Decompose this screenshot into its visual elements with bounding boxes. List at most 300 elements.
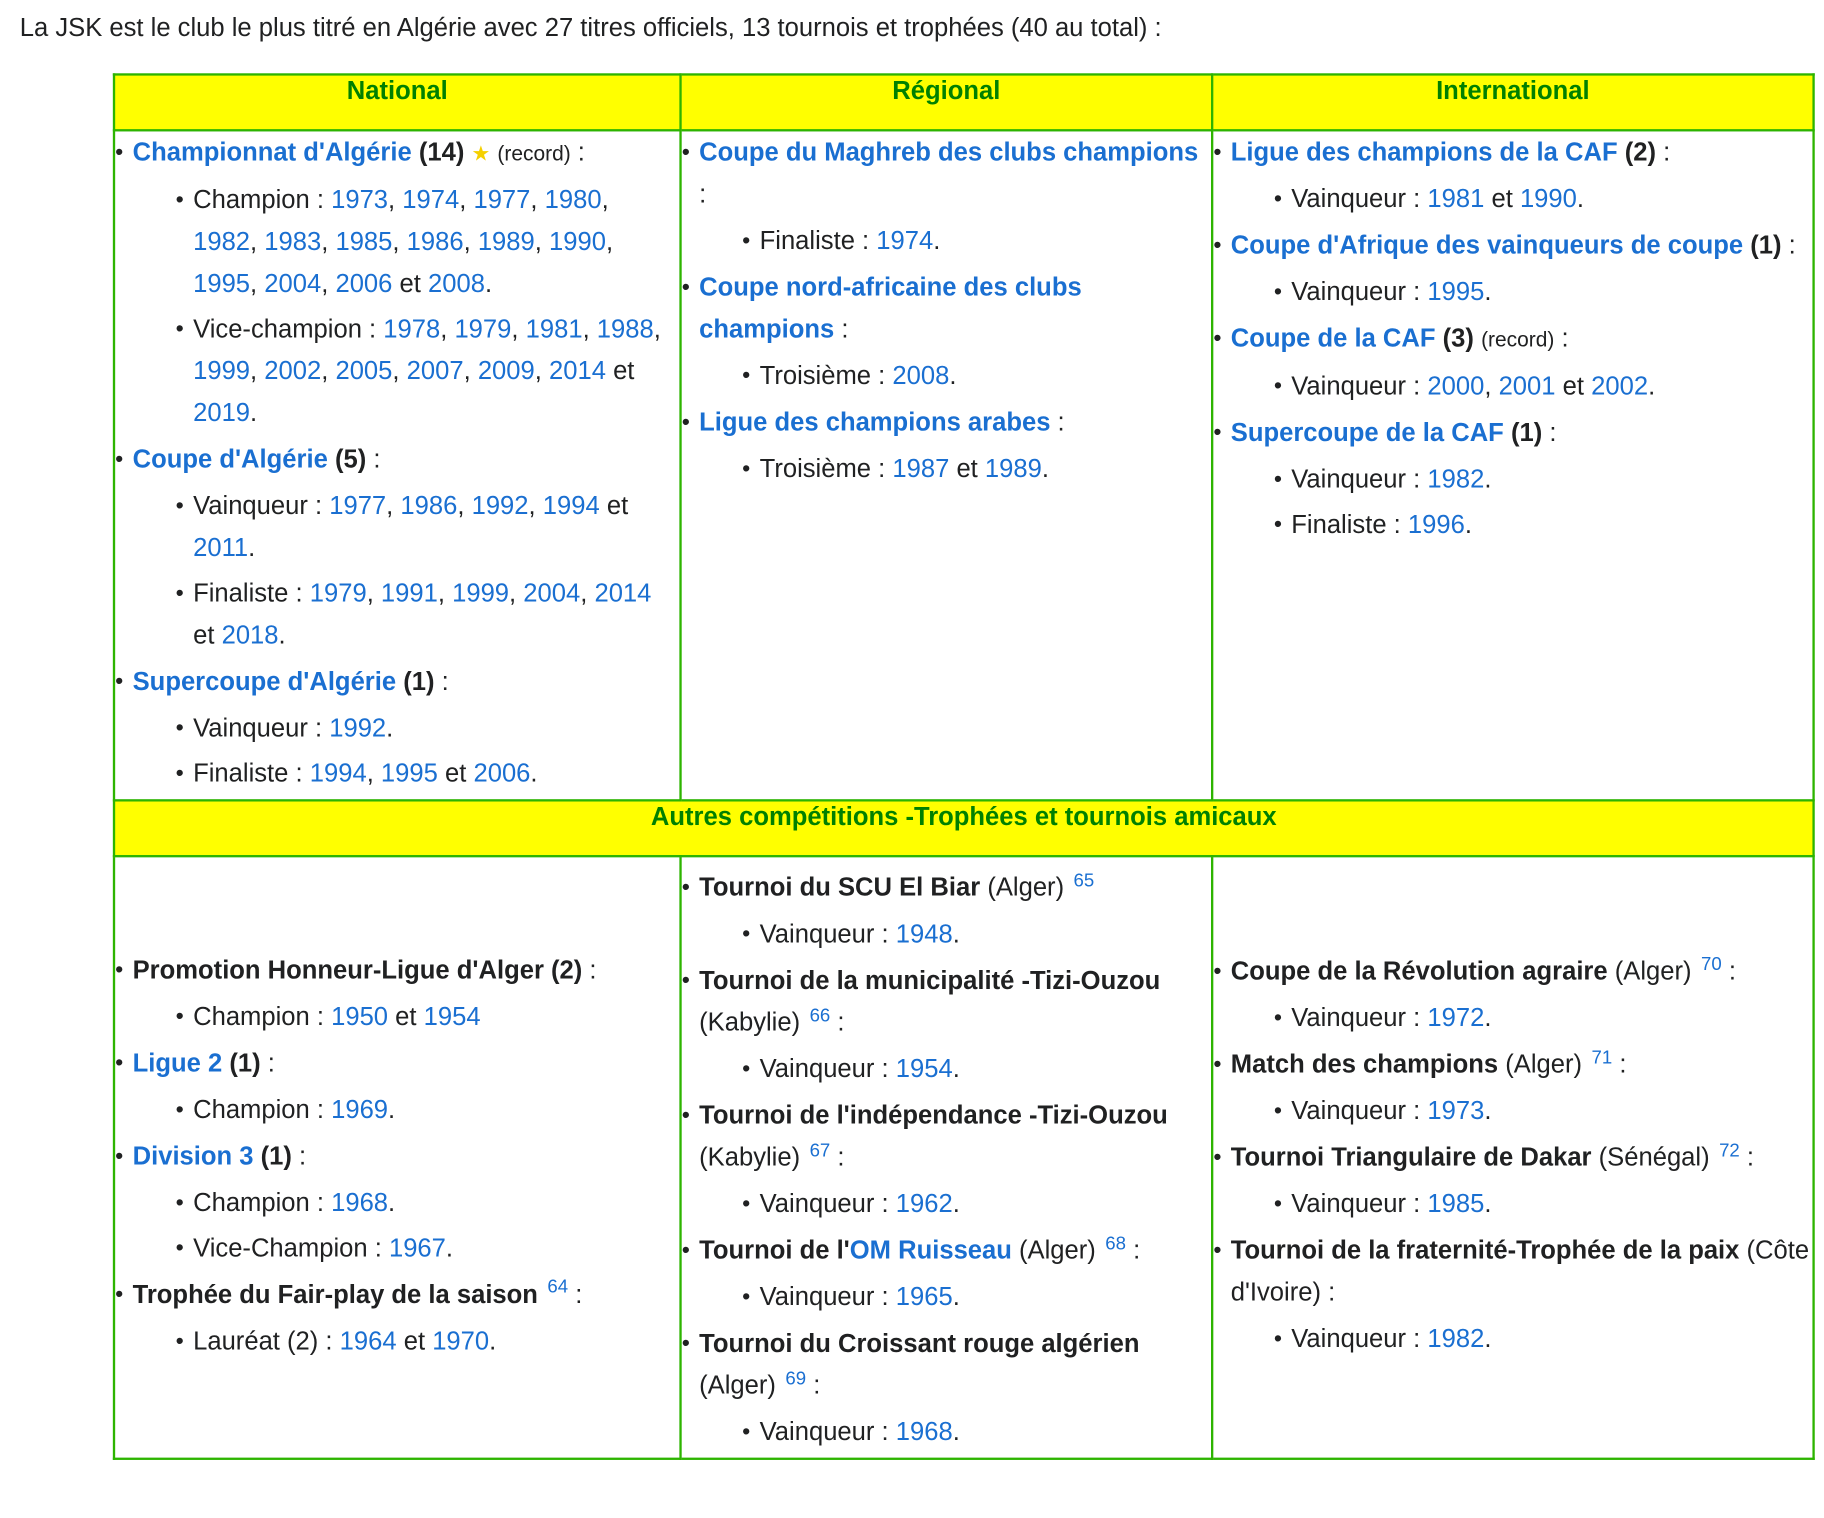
and-word: et bbox=[444, 758, 467, 788]
list-regional bbox=[682, 131, 1211, 489]
result-label: Finaliste bbox=[193, 578, 289, 608]
year-link[interactable]: 1996 bbox=[1407, 509, 1465, 539]
autres-header-row bbox=[114, 800, 1814, 856]
result-list bbox=[133, 179, 680, 434]
result-row: • Vainqueur : 1968. bbox=[742, 1411, 1211, 1453]
competition-item bbox=[1213, 1043, 1812, 1131]
year-link[interactable]: 1973 bbox=[1427, 1095, 1485, 1125]
competition-link: Tournoi du Croissant rouge algérien bbox=[699, 1328, 1140, 1358]
cell-regional bbox=[681, 130, 1213, 800]
header-international: International bbox=[1212, 74, 1813, 130]
result-list bbox=[699, 1276, 1211, 1318]
colon: : bbox=[1554, 323, 1569, 353]
colon: : bbox=[309, 1187, 332, 1217]
year-link[interactable]: 1977 bbox=[473, 184, 531, 215]
competition-item bbox=[115, 439, 679, 657]
result-row: • Vainqueur : 1992. bbox=[176, 707, 680, 749]
year-link[interactable]: 1982 bbox=[1427, 1323, 1485, 1353]
year-link[interactable]: 1995 bbox=[193, 268, 251, 298]
competition-link[interactable]: Championnat d'Algérie bbox=[132, 137, 412, 167]
and-word: et bbox=[956, 453, 978, 483]
and-word: et bbox=[395, 1001, 417, 1031]
reference-link[interactable]: 72 bbox=[1719, 1140, 1740, 1161]
year-link[interactable]: 1992 bbox=[471, 490, 529, 520]
result-row bbox=[176, 995, 680, 1037]
result-list bbox=[133, 995, 680, 1037]
year-link[interactable]: 1948 bbox=[895, 919, 953, 949]
competition-item bbox=[115, 661, 679, 795]
result-label: Vainqueur bbox=[759, 1188, 875, 1218]
competition-link: Match des champions bbox=[1230, 1049, 1499, 1079]
result-label: Vice-Champion bbox=[193, 1232, 368, 1262]
result-row: • Vice-champion : 1978, 1979, 1981, 1988, 1999, 2002, 2005, 2007, 2009, 2014 et 2019. bbox=[176, 308, 680, 434]
result-label: Champion bbox=[193, 1094, 310, 1124]
and-word: et bbox=[613, 355, 635, 386]
colon: : bbox=[288, 758, 310, 788]
result-row: • Vainqueur : 1973. bbox=[1274, 1090, 1813, 1132]
colon: : bbox=[1721, 956, 1736, 986]
year-link[interactable]: 1992 bbox=[329, 713, 387, 743]
year-link[interactable]: 1978 bbox=[383, 314, 441, 344]
competition-item bbox=[682, 867, 1211, 955]
result-label: Vainqueur bbox=[1291, 183, 1407, 213]
year-link[interactable]: 1981 bbox=[525, 314, 583, 344]
result-row: • Vainqueur : 1962. bbox=[742, 1183, 1211, 1225]
colon: : bbox=[874, 919, 896, 949]
competition-item bbox=[682, 401, 1211, 489]
year-link[interactable]: 1999 bbox=[452, 578, 510, 608]
competition-place: (Kabylie) bbox=[699, 1007, 801, 1037]
title-count: (1) bbox=[1750, 230, 1782, 260]
year-link[interactable]: 2002 bbox=[1591, 371, 1649, 401]
competition-place: (Kabylie) bbox=[699, 1142, 801, 1172]
colon: : bbox=[1406, 183, 1428, 213]
year-link[interactable]: 1977 bbox=[329, 490, 387, 520]
result-label: Champion bbox=[193, 1001, 310, 1031]
year-link[interactable]: 2001 bbox=[1498, 371, 1556, 401]
result-list bbox=[1231, 271, 1813, 313]
cell-autres-1 bbox=[114, 856, 681, 1459]
year-link[interactable]: 1974 bbox=[402, 184, 460, 215]
colon: : bbox=[1406, 1323, 1428, 1353]
result-list bbox=[699, 355, 1211, 397]
result-row: • Champion : 1968. bbox=[176, 1181, 680, 1223]
competition-item bbox=[115, 1273, 679, 1361]
year-link[interactable]: 1969 bbox=[331, 1094, 389, 1124]
autres-row bbox=[114, 856, 1814, 1459]
colon: : bbox=[1739, 1142, 1755, 1172]
colon: : bbox=[309, 1094, 332, 1124]
result-label: Vainqueur bbox=[1291, 1095, 1407, 1125]
colon: : bbox=[830, 1142, 845, 1172]
result-list bbox=[1231, 1090, 1813, 1132]
competition-item bbox=[682, 131, 1211, 261]
colon: : bbox=[874, 1416, 896, 1446]
year-link[interactable]: 2007 bbox=[406, 355, 464, 386]
result-label: Vainqueur bbox=[193, 490, 308, 520]
competition-link[interactable]: Ligue des champions de la CAF bbox=[1230, 137, 1618, 167]
competition-place: (Alger) bbox=[1614, 956, 1692, 986]
result-label: Vainqueur bbox=[759, 1053, 875, 1084]
competition-item bbox=[115, 131, 679, 433]
competition-link[interactable]: Coupe de la CAF bbox=[1230, 323, 1436, 353]
colon: : bbox=[854, 225, 877, 255]
competition-link: Tournoi de la municipalité -Tizi-Ouzou bbox=[699, 965, 1161, 995]
year-link[interactable]: 1973 bbox=[331, 184, 389, 215]
year-link[interactable]: 2008 bbox=[428, 268, 485, 298]
competition-place: (Sénégal) bbox=[1598, 1142, 1710, 1172]
result-row: • Finaliste : 1974. bbox=[742, 220, 1211, 262]
colon: : bbox=[307, 490, 330, 520]
colon: : bbox=[307, 713, 330, 743]
result-list bbox=[1231, 178, 1813, 220]
competition-item bbox=[1213, 225, 1812, 313]
competition-place: (Côte d'Ivoire) bbox=[1230, 1235, 1810, 1307]
competition-link[interactable]: Supercoupe de la CAF bbox=[1230, 417, 1504, 447]
result-label: Vainqueur bbox=[1291, 1188, 1407, 1218]
competition-item bbox=[1213, 318, 1812, 408]
competition-link[interactable]: Coupe d'Algérie bbox=[132, 444, 328, 474]
result-label: Finaliste bbox=[193, 758, 289, 788]
colon: : bbox=[1050, 407, 1065, 437]
year-link[interactable]: 1986 bbox=[406, 226, 464, 256]
competition-item bbox=[1213, 1137, 1812, 1225]
year-link[interactable]: 2014 bbox=[549, 355, 606, 386]
year-link[interactable]: 1994 bbox=[542, 490, 600, 520]
title-count: (2) bbox=[1624, 137, 1656, 167]
result-row: • Finaliste : 1994, 1995 et 2006. bbox=[176, 753, 680, 795]
result-row: • Vainqueur : 1965. bbox=[742, 1276, 1211, 1318]
title-count: (1) bbox=[260, 1140, 292, 1170]
colon: : bbox=[1406, 1188, 1428, 1218]
colon: : bbox=[1386, 509, 1408, 539]
result-list bbox=[133, 1320, 680, 1362]
result-row: • Vainqueur : 1972. bbox=[1274, 997, 1813, 1039]
colon: : bbox=[874, 1053, 896, 1084]
year-link[interactable]: 2009 bbox=[477, 355, 535, 386]
colon: : bbox=[1542, 417, 1557, 447]
year-link[interactable]: 1999 bbox=[193, 355, 251, 386]
main-row bbox=[114, 130, 1814, 800]
colon: : bbox=[582, 954, 597, 984]
competition-item bbox=[682, 1230, 1211, 1318]
result-row: • Vainqueur : 1977, 1986, 1992, 1994 et 2011. bbox=[176, 485, 680, 569]
title-count: (2) bbox=[551, 954, 583, 984]
colon: : bbox=[309, 1001, 332, 1031]
competition-place: (Alger) bbox=[1019, 1235, 1096, 1265]
colon: : bbox=[318, 1325, 340, 1355]
colon: : bbox=[366, 444, 381, 474]
colon: : bbox=[830, 1007, 845, 1037]
year-link[interactable]: 1972 bbox=[1427, 1002, 1485, 1032]
result-row: • Finaliste : 1979, 1991, 1999, 2004, 2014 et 2018. bbox=[176, 572, 680, 656]
year-link[interactable]: 2004 bbox=[523, 578, 581, 608]
and-word: et bbox=[193, 620, 215, 650]
result-list bbox=[133, 707, 680, 794]
competition-link: Trophée du Fair-play de la saison bbox=[132, 1279, 538, 1309]
competition-item bbox=[115, 1135, 679, 1269]
result-label: Champion bbox=[193, 1187, 310, 1217]
year-link[interactable]: 1991 bbox=[380, 578, 438, 608]
year-link[interactable]: 2019 bbox=[193, 397, 251, 427]
colon: : bbox=[1781, 230, 1796, 260]
year-link[interactable]: 1994 bbox=[309, 758, 367, 788]
header-regional: Régional bbox=[681, 74, 1213, 130]
year-link[interactable]: 1950 bbox=[331, 1001, 389, 1031]
list-international bbox=[1213, 131, 1812, 545]
year-link[interactable]: 2002 bbox=[264, 355, 322, 386]
result-list bbox=[699, 1183, 1211, 1225]
competition-item bbox=[682, 960, 1211, 1090]
title-count: (3) bbox=[1442, 323, 1474, 353]
list-national bbox=[115, 131, 679, 794]
year-link[interactable]: 2006 bbox=[335, 268, 393, 298]
result-label: Champion bbox=[193, 184, 310, 215]
result-label: Vainqueur bbox=[1291, 1323, 1407, 1353]
reference-link[interactable]: 68 bbox=[1105, 1233, 1126, 1254]
and-word: et bbox=[399, 268, 421, 298]
year-link[interactable]: 2018 bbox=[221, 620, 279, 650]
year-link[interactable]: 2000 bbox=[1427, 371, 1485, 401]
result-list bbox=[699, 913, 1211, 955]
competition-place: (Alger) bbox=[987, 872, 1065, 902]
year-link[interactable]: 2011 bbox=[193, 532, 249, 562]
result-list bbox=[1231, 997, 1813, 1039]
result-row: • Vainqueur : 1982. bbox=[1274, 1318, 1813, 1360]
year-link[interactable]: 1983 bbox=[264, 226, 322, 256]
year-link[interactable]: 1954 bbox=[895, 1053, 953, 1084]
year-link[interactable]: 1982 bbox=[193, 226, 251, 256]
year-link[interactable]: 1970 bbox=[432, 1325, 490, 1355]
competition-name-prefix: Tournoi de l' bbox=[699, 1235, 850, 1265]
competition-link[interactable]: Coupe nord-africaine des clubs champions bbox=[699, 272, 1082, 344]
title-count: (1) bbox=[403, 666, 435, 696]
year-link[interactable]: 1982 bbox=[1427, 464, 1485, 494]
colon: : bbox=[1320, 1277, 1336, 1307]
result-label: Finaliste bbox=[1291, 509, 1387, 539]
colon: : bbox=[361, 314, 384, 344]
colon: : bbox=[1406, 464, 1428, 494]
result-row: • Troisième : 2008. bbox=[742, 355, 1211, 397]
year-link[interactable]: 1989 bbox=[477, 226, 535, 256]
colon: : bbox=[806, 1370, 821, 1400]
result-label: Vainqueur bbox=[759, 919, 875, 949]
year-link[interactable]: 1988 bbox=[596, 314, 654, 344]
and-word: et bbox=[606, 490, 629, 520]
competition-link: Coupe de la Révolution agraire bbox=[1230, 956, 1608, 986]
competition-item bbox=[115, 949, 679, 1037]
result-label: Troisième bbox=[759, 360, 872, 390]
year-link[interactable]: 1990 bbox=[1519, 183, 1577, 213]
competition-link[interactable]: Coupe du Maghreb des clubs champions bbox=[699, 137, 1199, 167]
palmares-table bbox=[113, 73, 1815, 1460]
reference-link[interactable]: 67 bbox=[809, 1140, 831, 1161]
cell-autres-3 bbox=[1212, 856, 1813, 1459]
result-row: • Finaliste : 1996. bbox=[1274, 504, 1813, 546]
year-link[interactable]: 1985 bbox=[1427, 1188, 1485, 1218]
reference-link[interactable]: 65 bbox=[1073, 870, 1095, 891]
colon: : bbox=[309, 184, 332, 215]
year-link[interactable]: 1964 bbox=[339, 1325, 397, 1355]
colon: : bbox=[1612, 1049, 1627, 1079]
competition-link[interactable]: Ligue des champions arabes bbox=[699, 407, 1051, 437]
competition-item bbox=[1213, 412, 1812, 546]
colon: : bbox=[1406, 276, 1428, 306]
reference-link[interactable]: 69 bbox=[785, 1368, 807, 1389]
year-link[interactable]: 1986 bbox=[400, 490, 458, 520]
header-row bbox=[114, 74, 1814, 130]
year-link[interactable]: 1995 bbox=[380, 758, 438, 788]
result-row: • Champion : 1969. bbox=[176, 1088, 680, 1130]
reference-link[interactable]: 71 bbox=[1591, 1047, 1613, 1068]
result-label: Vainqueur bbox=[193, 713, 308, 743]
competition-link: Tournoi de l'indépendance -Tizi-Ouzou bbox=[699, 1100, 1168, 1130]
colon: : bbox=[570, 137, 585, 167]
header-autres: Autres compétitions -Trophées et tournois amicaux bbox=[114, 800, 1814, 856]
competition-item bbox=[1213, 950, 1812, 1038]
title-count: (14) bbox=[418, 137, 465, 167]
year-link[interactable]: 1968 bbox=[331, 1187, 389, 1217]
year-link[interactable]: 1995 bbox=[1427, 276, 1485, 306]
result-label: Lauréat (2) bbox=[193, 1325, 319, 1355]
result-row: • Lauréat (2) : 1964 et 1970. bbox=[176, 1320, 680, 1362]
year-link[interactable]: 1985 bbox=[335, 226, 393, 256]
competition-item bbox=[115, 1042, 679, 1130]
year-link[interactable]: 1967 bbox=[388, 1232, 446, 1262]
result-label: Vainqueur bbox=[759, 1281, 875, 1312]
result-row: • Vainqueur : 1954. bbox=[742, 1048, 1211, 1090]
competition-link[interactable]: OM Ruisseau bbox=[849, 1235, 1012, 1265]
year-link[interactable]: 1979 bbox=[454, 314, 512, 344]
and-word: et bbox=[1491, 183, 1513, 213]
year-link[interactable]: 1962 bbox=[895, 1188, 953, 1218]
colon: : bbox=[367, 1232, 389, 1262]
result-label: Vainqueur bbox=[1291, 1002, 1407, 1032]
year-link[interactable]: 1990 bbox=[549, 226, 606, 256]
result-row: • Vainqueur : 2000, 2001 et 2002. bbox=[1274, 365, 1813, 407]
colon: : bbox=[1655, 137, 1671, 167]
title-count: (1) bbox=[229, 1047, 261, 1077]
result-label: Vainqueur bbox=[1291, 371, 1407, 401]
record-star-icon: ★ bbox=[471, 141, 491, 166]
result-list bbox=[699, 448, 1211, 490]
year-link[interactable]: 2014 bbox=[594, 578, 652, 608]
colon: : bbox=[1125, 1235, 1141, 1265]
year-link[interactable]: 1974 bbox=[876, 225, 934, 255]
result-label: Vainqueur bbox=[759, 1416, 875, 1446]
colon: : bbox=[1406, 1095, 1428, 1125]
result-row: • Vainqueur : 1995. bbox=[1274, 271, 1813, 313]
result-label: Vainqueur bbox=[1291, 276, 1407, 306]
reference-link[interactable]: 64 bbox=[547, 1277, 569, 1298]
colon: : bbox=[834, 314, 849, 344]
result-list bbox=[133, 1181, 680, 1268]
cell-international bbox=[1212, 130, 1813, 800]
result-list bbox=[133, 1088, 680, 1130]
colon: : bbox=[288, 578, 310, 608]
colon: : bbox=[1406, 1002, 1428, 1032]
result-row: • Vainqueur : 1948. bbox=[742, 913, 1211, 955]
result-row: • Champion : 1973, 1974, 1977, 1980, 1982, 1983, 1985, 1986, 1989, 1990, 1995, 2004, 2006 et 2008. bbox=[176, 179, 680, 305]
competition-link[interactable]: Supercoupe d'Algérie bbox=[132, 666, 397, 696]
record-label: (record) bbox=[497, 141, 571, 166]
competition-link: Tournoi Triangulaire de Dakar bbox=[1230, 1142, 1592, 1172]
competition-item bbox=[682, 1323, 1211, 1453]
colon: : bbox=[874, 1188, 896, 1218]
colon: : bbox=[568, 1279, 583, 1309]
result-label: Finaliste bbox=[759, 225, 855, 255]
competition-place: (Alger) bbox=[699, 1370, 776, 1400]
year-link[interactable]: 1989 bbox=[984, 453, 1042, 483]
year-link[interactable]: 1980 bbox=[544, 184, 602, 215]
competition-item bbox=[682, 1095, 1211, 1225]
competition-link[interactable]: Division 3 bbox=[132, 1140, 254, 1170]
year-link[interactable]: 1987 bbox=[892, 453, 950, 483]
reference-link[interactable]: 66 bbox=[809, 1005, 831, 1026]
result-label: Troisième bbox=[759, 453, 872, 483]
year-link[interactable]: 2004 bbox=[264, 268, 322, 298]
result-list bbox=[1231, 458, 1813, 545]
competition-item bbox=[1213, 131, 1812, 219]
result-list bbox=[1231, 1318, 1813, 1360]
result-list bbox=[699, 1048, 1211, 1090]
list-autres-1 bbox=[115, 949, 679, 1362]
result-row: • Vainqueur : 1982. bbox=[1274, 458, 1813, 500]
colon: : bbox=[1406, 371, 1428, 401]
year-link[interactable]: 1981 bbox=[1427, 183, 1485, 213]
and-word: et bbox=[403, 1325, 426, 1355]
list-autres-2 bbox=[682, 867, 1211, 1453]
result-list bbox=[699, 220, 1211, 262]
result-label: Vainqueur bbox=[1291, 464, 1407, 494]
year-link[interactable]: 1968 bbox=[895, 1416, 953, 1446]
intro-text: La JSK est le club le plus titré en Algérie avec 27 titres officiels, 13 tournois et trophées (40 au total) : bbox=[19, 12, 1162, 42]
competition-link[interactable]: Ligue 2 bbox=[132, 1047, 223, 1077]
colon: : bbox=[291, 1140, 307, 1170]
year-link[interactable]: 1979 bbox=[309, 578, 367, 608]
result-row: • Vice-Champion : 1967. bbox=[176, 1227, 680, 1269]
year-link[interactable]: 2006 bbox=[473, 758, 531, 788]
competition-item bbox=[682, 266, 1211, 396]
year-link[interactable]: 1965 bbox=[895, 1281, 953, 1312]
record-label: (record) bbox=[1481, 328, 1555, 352]
colon: : bbox=[871, 360, 893, 390]
year-link[interactable]: 1954 bbox=[423, 1001, 481, 1031]
competition-link: Promotion Honneur-Ligue d'Alger bbox=[132, 954, 544, 984]
competition-link: Tournoi du SCU El Biar bbox=[699, 872, 981, 902]
title-count: (1) bbox=[1510, 417, 1543, 447]
year-link[interactable]: 2008 bbox=[892, 360, 950, 390]
colon: : bbox=[871, 453, 893, 483]
colon: : bbox=[874, 1281, 896, 1312]
result-list bbox=[699, 1411, 1211, 1453]
result-row: • Vainqueur : 1985. bbox=[1274, 1183, 1813, 1225]
reference-link[interactable]: 70 bbox=[1700, 954, 1722, 975]
competition-link[interactable]: Coupe d'Afrique des vainqueurs de coupe bbox=[1230, 230, 1744, 260]
colon: : bbox=[434, 666, 449, 696]
result-list bbox=[1231, 365, 1813, 407]
colon: : bbox=[699, 179, 707, 209]
result-row: • Vainqueur : 1981 et 1990. bbox=[1274, 178, 1813, 220]
result-row: • Troisième : 1987 et 1989. bbox=[742, 448, 1211, 490]
cell-national bbox=[114, 130, 681, 800]
competition-place: (Alger) bbox=[1505, 1049, 1583, 1079]
year-link[interactable]: 2005 bbox=[335, 355, 393, 386]
colon: : bbox=[260, 1047, 275, 1077]
result-label: Vice-champion bbox=[193, 314, 362, 344]
result-list bbox=[133, 485, 680, 656]
and-word: et bbox=[1562, 371, 1584, 401]
